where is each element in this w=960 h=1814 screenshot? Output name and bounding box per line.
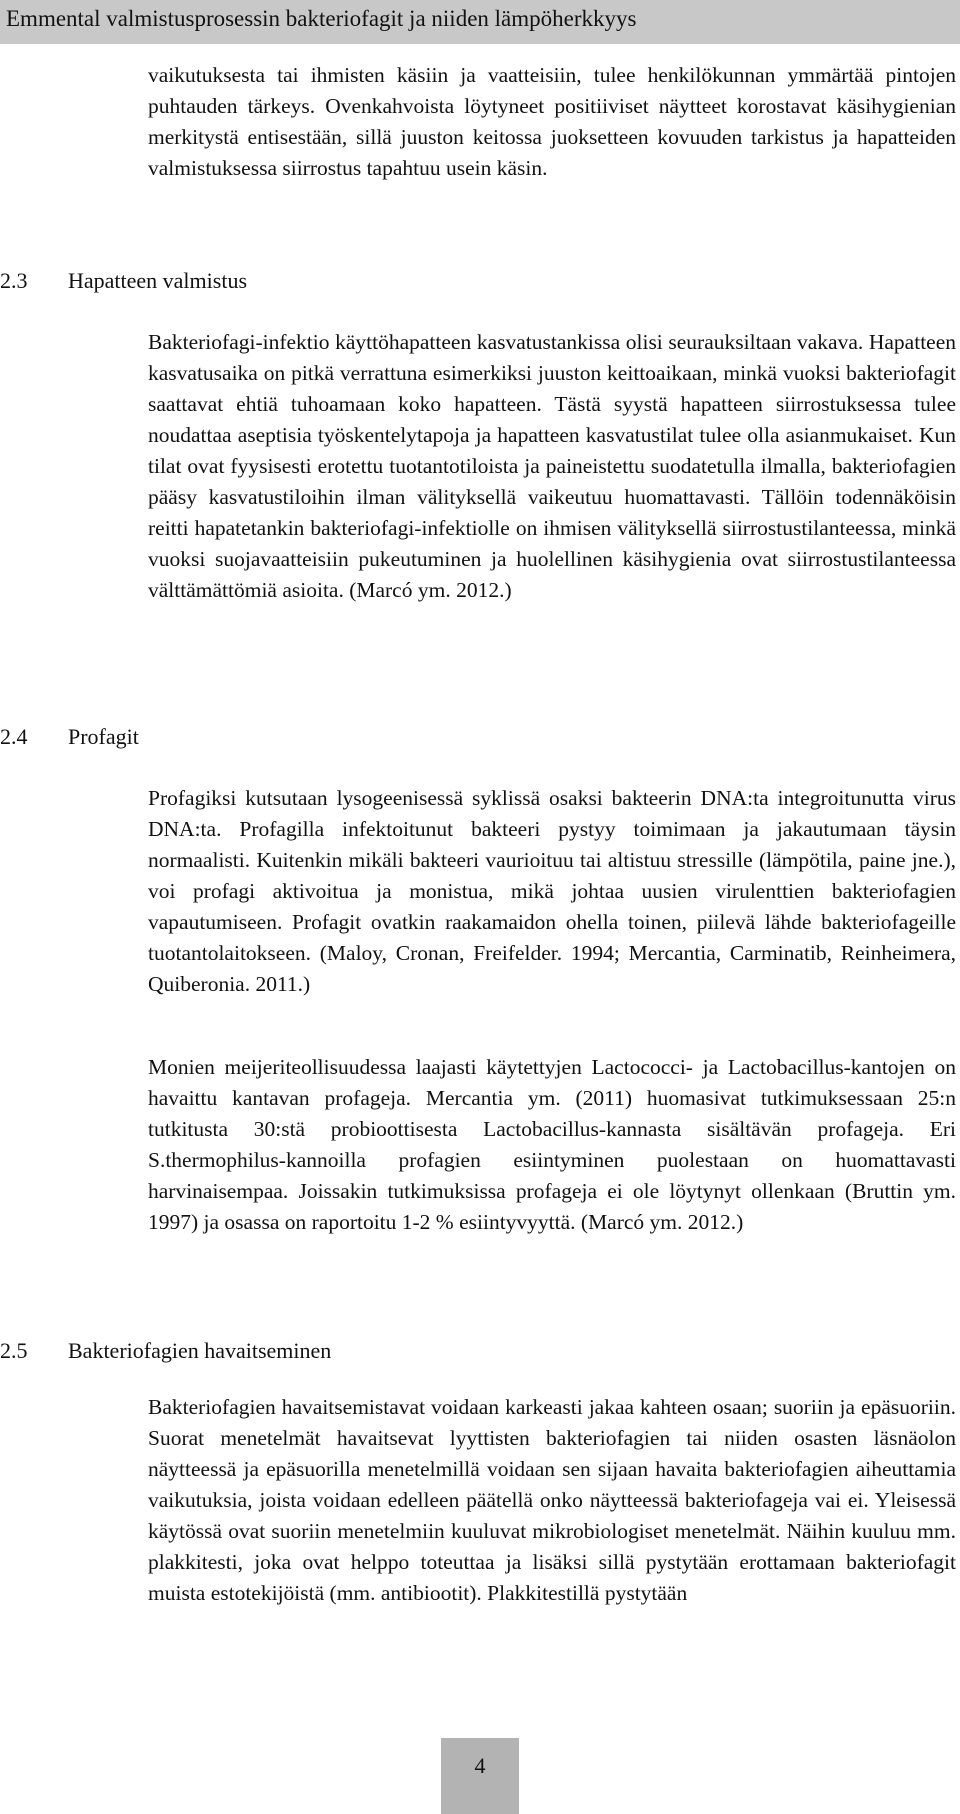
header-title: Emmental valmistusprosessin bakteriofagit ja niiden lämpöherkkyys — [6, 6, 637, 31]
intro-paragraph: vaikutuksesta tai ihmisten käsiin ja vaatteisiin, tulee henkilökunnan ymmärtää pintojen puhtauden tärkeys. Ovenkahvoista löytyneet positiiviset näytteet korostavat käsihygienian merkitystä entisestään, sillä juuston keitossa juoksetteen kovuuden tarkistus ja hapatteiden valmistuksessa siirrostus tapahtuu usein käsin. — [148, 63, 956, 180]
section-number: 2.3 — [0, 268, 28, 293]
section-2-4-paragraph-1: Profagiksi kutsutaan lysogeenisessä syklissä osaksi bakteerin DNA:ta integroitunutta virus DNA:ta. Profagilla infektoitunut bakteeri pystyy toimimaan ja jakautumaan täysin normaalisti. Kuitenkin mikäli bakteeri vaurioituu tai altistuu stressille (lämpötila, paine jne.), voi profagi aktivoitua ja monistua, mikä johtaa uusien virulenttien bakteriofagien vapautumiseen. Profagit ovatkin raakamaidon ohella toinen, piilevä lähde bakteriofageille tuotantolaitokseen. (Maloy, Cronan, Freifelder. 1994; Mercantia, Carminatib, Reinheimera, Quiberonia. 2011.) — [148, 786, 956, 996]
page-number: 4 — [474, 1753, 486, 1778]
section-2-4-paragraph-2: Monien meijeriteollisuudessa laajasti käytettyjen Lactococci- ja Lactobacillus-kantojen on havaittu kantavan profageja. Mercantia ym. (2011) huomasivat tutkimuksessaan 25:n tutkitusta 30:stä probioottisesta Lactobacillus-kannasta sisältävän profageja. Eri S.thermophilus-kannoilla profagien esiintyminen puolestaan on huomattavasti harvinaisempaa. Joissakin tutkimuksissa profageja ei ole löytynyt ollenkaan (Bruttin ym. 1997) ja osassa on raportoitu 1-2 % esiintyvyyttä. (Marcó ym. 2012.) — [148, 1055, 956, 1234]
running-header — [0, 0, 960, 44]
page-number-box — [441, 1738, 519, 1814]
section-heading-2-3 — [0, 266, 247, 296]
section-title: Profagit — [68, 724, 139, 749]
section-number: 2.4 — [0, 724, 28, 749]
section-heading-2-4 — [0, 722, 139, 752]
section-2-5-paragraph: Bakteriofagien havaitsemistavat voidaan karkeasti jakaa kahteen osaan; suoriin ja epäsuoriin. Suorat menetelmät havaitsevat lyyttisten bakteriofagien tai niiden osasten läsnäolon näytteessä ja epäsuorilla menetelmillä voidaan sen sijaan havaita bakteriofagien aiheuttamia vaikutuksia, joista voidaan edelleen päätellä onko näytteessä bakteriofageja vai ei. Yleisessä käytössä ovat suoriin menetelmiin kuuluvat mikrobiologiset menetelmät. Näihin kuuluu mm. plakkitesti, joka ovat helppo toteuttaa ja lisäksi sillä pystytään erottamaan bakteriofagit muista estotekijöistä (mm. antibiootit). Plakkitestillä pystytään — [148, 1395, 956, 1605]
section-title: Bakteriofagien havaitseminen — [68, 1338, 332, 1363]
section-title: Hapatteen valmistus — [68, 268, 248, 293]
section-heading-2-5 — [0, 1336, 331, 1366]
section-2-3-paragraph: Bakteriofagi-infektio käyttöhapatteen kasvatustankissa olisi seurauksiltaan vakava. Hapatteen kasvatusaika on pitkä verrattuna esimerkiksi juuston keittoaikaan, minkä vuoksi bakteriofagit saattavat ehtiä tuhoamaan koko hapatteen. Tästä syystä hapatteen siirrostuksessa tulee noudattaa aseptisia työskentelytapoja ja hapatteen kasvatustilat tulee olla asianmukaiset. Kun tilat ovat fyysisesti erotettu tuotantotiloista ja paineistettu suodatetulla ilmalla, bakteriofagien pääsy kasvatustiloihin ilman välityksellä vaikeutuu huomattavasti. Tällöin todennäköisin reitti hapatetankin bakteriofagi-infektiolle on ihmisen välityksellä siirrostustilanteessa, minkä vuoksi suojavaatteisiin pukeutuminen ja huolellinen käsihygienia ovat siirrostustilanteessa välttämättömiä asioita. (Marcó ym. 2012.) — [148, 330, 956, 602]
section-number: 2.5 — [0, 1338, 28, 1363]
